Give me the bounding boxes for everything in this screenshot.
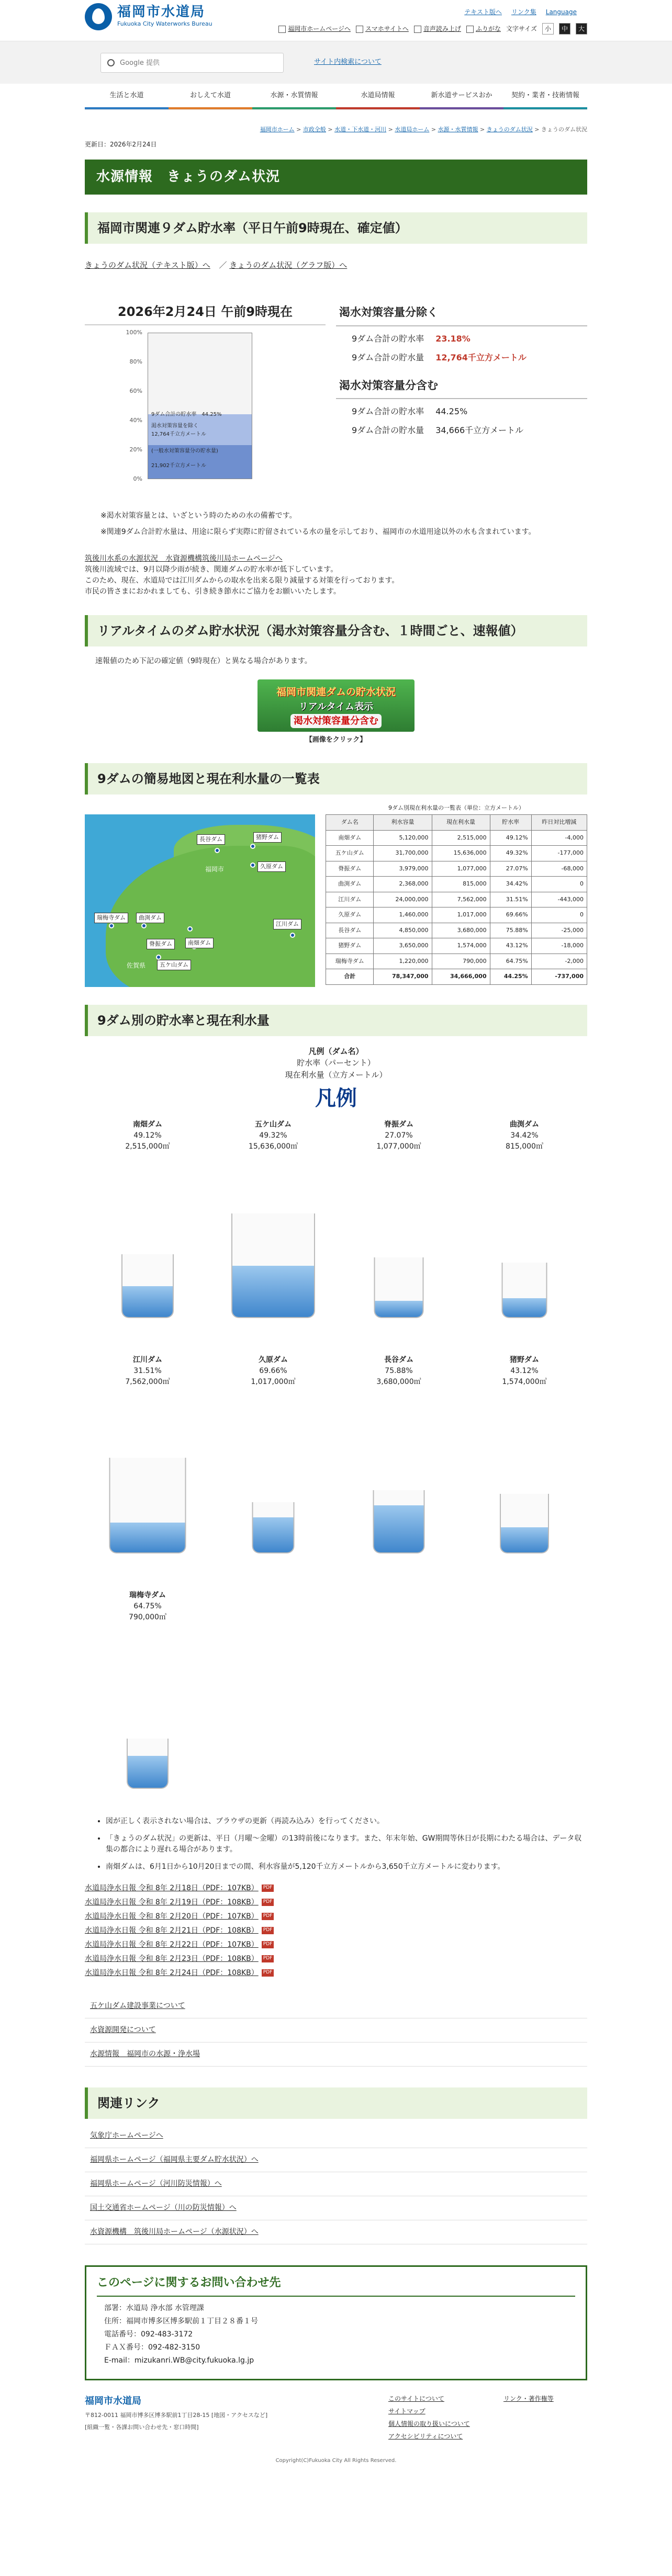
map-dam-label: 曲渕ダム [136, 913, 164, 924]
table-row: 南畑ダム 5,120,000 2,515,000 49.12% -4,000 [326, 830, 587, 846]
dam-marker-icon [290, 933, 295, 938]
related-links [85, 2087, 587, 2244]
search-help-link[interactable]: サイト内検索について [314, 58, 382, 66]
dam-rate: 69.66% [259, 1367, 287, 1375]
gnav-item-contract[interactable]: 契約・業者・技術情報 [503, 84, 587, 109]
map-label: 福岡市 [205, 865, 225, 873]
note-text: ※渇水対策容量とは、いざという時のための水の備蓄です。 [100, 512, 297, 520]
dam-marker-icon [250, 863, 255, 868]
site-footer [85, 2394, 587, 2441]
read-aloud-link[interactable]: 音声読み上げ [414, 24, 461, 33]
speaker-icon [414, 26, 421, 33]
bullet-item: • 「きょうのダム状況」の更新は、平日（月曜～金曜）の13時前後になります。また、年末年始、GW期間等休日が長期にわたる場合は、データ収集の都合により遅れる場合があります。 [106, 1833, 587, 1855]
water-glass-icon [121, 1254, 174, 1318]
site-header [0, 0, 672, 41]
dam-rate: 49.12% [133, 1131, 162, 1140]
column-header: 昨日対比増減 [531, 815, 587, 831]
dam-rate: 75.88% [385, 1367, 413, 1375]
banner-caption: 【画像をクリック】 [305, 736, 367, 744]
dam-name: 江川ダム [133, 1356, 162, 1364]
dam-rate: 34.42% [510, 1131, 539, 1140]
water-glass-icon [109, 1458, 186, 1553]
breadcrumb-item[interactable]: 福岡市ホーム [260, 126, 295, 133]
footer-link[interactable]: このサイトについて [388, 2395, 444, 2402]
scale-tick: 60% [129, 388, 142, 394]
daily-report-links [85, 1883, 587, 1979]
language-link[interactable]: Language [545, 8, 577, 16]
dam-status-summary [85, 302, 587, 490]
dam-cup-card [336, 1355, 462, 1574]
global-nav [85, 84, 587, 110]
daily-report-pdf-link[interactable]: 水道局浄水日報 令和 8年 2月24日（PDF：108KB） PDF [85, 1968, 587, 1979]
dam-marker-icon [215, 848, 220, 853]
legend-glass-label: 凡例 [315, 1086, 357, 1110]
graph-version-link[interactable]: きょうのダム状況（グラフ版）へ [229, 260, 348, 270]
stat-title: 渇水対策容量分含む [336, 376, 587, 400]
breadcrumb-item[interactable]: 水源・水質情報 [438, 126, 478, 133]
gnav-item-bureau[interactable]: 水道局情報 [336, 84, 420, 109]
daily-report-pdf-link[interactable]: 水道局浄水日報 令和 8年 2月21日（PDF：108KB） PDF [85, 1925, 587, 1936]
dam-amount: 790,000㎥ [129, 1613, 166, 1621]
table-row: 久原ダム 1,460,000 1,017,000 69.66% 0 [326, 907, 587, 923]
pdf-icon: PDF [262, 1955, 274, 1962]
water-level [503, 1298, 546, 1317]
related-heading: 関連リンク [85, 2087, 587, 2119]
dam-rate: 27.07% [385, 1131, 413, 1140]
contact-heading: このページに関するお問い合わせ先 [97, 2274, 575, 2297]
search-input[interactable] [120, 59, 266, 67]
stat-row-rate: 9ダム合計の貯水率 23.18% [352, 333, 471, 344]
gauge-scale [121, 329, 142, 482]
water-level [122, 1286, 173, 1317]
water-level [110, 1523, 185, 1552]
related-page-links [85, 1994, 587, 2067]
link-gokayama[interactable]: 五ケ山ダム建設事業について [85, 1994, 587, 2018]
contact-line: 住所：福岡市博多区博多駅前１丁目２８番１号 [104, 2317, 258, 2325]
related-link[interactable]: 福岡県ホームページ（河川防災情報）へ [85, 2172, 587, 2196]
dam-marker-icon [141, 923, 147, 928]
table-row: 脊振ダム 3,979,000 1,077,000 27.07% -68,000 [326, 861, 587, 877]
column-header: 利水容量 [374, 815, 432, 831]
dam-cup-card [210, 1355, 336, 1574]
table-row: 長谷ダム 4,850,000 3,680,000 75.88% -25,000 [326, 923, 587, 938]
copyright: Copyright(C)Fukuoka City All Rights Reserved. [275, 2458, 397, 2464]
pdf-icon: PDF [262, 1913, 274, 1920]
contact-email[interactable]: E-mail：mizukanri.WB@city.fukuoka.lg.jp [104, 2356, 254, 2365]
footer-hours-link[interactable]: [組織一覧・各課お問い合わせ先・窓口時間] [85, 2423, 199, 2431]
water-glass-icon [252, 1502, 295, 1553]
section-heading-per-dam: 9ダム別の貯水率と現在利水量 [85, 1005, 587, 1036]
contact-line: 部署：水道局 浄水部 水管理課 [104, 2304, 204, 2312]
dam-cup-card [85, 1355, 210, 1574]
water-glass-icon [127, 1739, 169, 1789]
link-water-source-info[interactable]: 水源情報 福岡市の水源・浄水場 [85, 2042, 587, 2067]
text-only-link[interactable]: テキスト版へ [464, 8, 502, 16]
smartphone-icon [356, 26, 363, 33]
dam-cup-card [336, 1119, 462, 1339]
dam-cups-grid [85, 1119, 587, 1810]
home-icon [278, 26, 286, 33]
table-row: 曲渕ダム 2,368,000 815,000 34.42% 0 [326, 877, 587, 892]
table-row: 五ケ山ダム 31,700,000 15,636,000 49.32% -177,000 [326, 846, 587, 861]
daily-report-pdf-link[interactable]: 水道局浄水日報 令和 8年 2月23日（PDF：108KB） PDF [85, 1954, 587, 1965]
cup-legend [0, 1046, 672, 1115]
link-collection-link[interactable]: リンク集 [511, 8, 536, 16]
updated-date: 更新日：2026年2月24日 [85, 140, 157, 148]
column-header: ダム名 [326, 815, 374, 831]
scale-tick: 0% [133, 475, 142, 482]
stat-row-amount: 9ダム合計の貯水量 12,764千立方メートル [352, 352, 527, 362]
pdf-icon: PDF [262, 1885, 274, 1892]
status-notes [85, 510, 587, 597]
table-caption: 9ダム別現在利水量の一覧表（単位：立方メートル） [388, 804, 524, 811]
dam-name: 南畑ダム [133, 1120, 162, 1129]
site-subtitle: Fukuoka City Waterworks Bureau [117, 20, 212, 28]
dam-rate: 49.32% [259, 1131, 287, 1140]
text-size-label: 文字サイズ [506, 25, 537, 32]
dam-rate: 31.51% [133, 1367, 162, 1375]
footer-logo[interactable]: 福岡市水道局 [85, 2396, 141, 2407]
water-glass-icon [373, 1490, 425, 1553]
text-size-large-button[interactable]: 大 [576, 23, 587, 35]
related-link[interactable]: 水資源機構 筑後川局ホームページ（水源状況）へ [85, 2220, 587, 2244]
footer-link[interactable]: 個人情報の取り扱いについて [388, 2420, 470, 2427]
section-heading-realtime: リアルタイムのダム貯水状況（渇水対策容量分含む、１時間ごと、速報値） [85, 615, 587, 646]
water-level [253, 1517, 294, 1552]
dam-map [85, 814, 315, 987]
text-version-link[interactable]: きょうのダム状況（テキスト版）へ [85, 260, 210, 270]
water-level [128, 1756, 167, 1788]
related-link[interactable]: 福岡県ホームページ（福岡県主要ダム貯水状況）へ [85, 2148, 587, 2172]
water-glass-icon [231, 1213, 315, 1318]
footer-link[interactable]: サイトマップ [388, 2408, 425, 2415]
water-level [232, 1266, 314, 1317]
dam-amount: 1,574,000㎥ [502, 1378, 547, 1386]
gauge-tank [148, 333, 252, 479]
column-header: 現在利水量 [432, 815, 490, 831]
scale-tick: 80% [129, 358, 142, 365]
smartphone-site-link[interactable]: スマホサイトへ [356, 24, 409, 33]
map-dam-label: 猪野ダム [253, 832, 282, 843]
city-home-link[interactable]: 福岡市ホームページへ [278, 24, 351, 33]
realtime-section [85, 656, 587, 745]
map-dam-label: 脊振ダム [147, 939, 175, 950]
dam-rate: 43.12% [510, 1367, 539, 1375]
footer-link[interactable]: リンク・著作権等 [503, 2395, 554, 2402]
dam-name: 脊振ダム [384, 1120, 413, 1129]
contact-line: ＦＡＸ番号：092-482-3150 [104, 2343, 200, 2352]
water-glass-icon [500, 1494, 549, 1553]
footer-address: 〒812-0011 福岡市博多区博多駅前1丁目28-15 [地図・アクセスなど] [85, 2412, 268, 2419]
water-glass-icon [502, 1263, 547, 1318]
dam-name: 五ケ山ダム [255, 1120, 292, 1129]
stat-box-excluded [336, 302, 587, 364]
pdf-icon: PDF [262, 1899, 274, 1906]
storage-gauge [121, 329, 294, 490]
search-area [0, 41, 672, 84]
scale-tick: 40% [129, 417, 142, 424]
dam-marker-icon [250, 844, 255, 849]
column-header: 貯水率 [490, 815, 531, 831]
map-dam-label: 南畑ダム [185, 938, 214, 949]
notice-text: 市民の皆さまにおかれましても、引き続き節水にご協力をお願いいたします。 [85, 587, 341, 596]
water-level [374, 1505, 424, 1552]
scale-tick: 100% [126, 329, 142, 336]
map-dam-label: 江川ダム [273, 919, 301, 930]
realtime-banner-button[interactable]: 福岡市関連ダムの貯水状況 リアルタイム表示 渇水対策容量分含む [257, 679, 415, 732]
table-row: 猪野ダム 3,650,000 1,574,000 43.12% -18,000 [326, 938, 587, 954]
dam-name: 長谷ダム [384, 1356, 413, 1364]
search-icon [107, 59, 115, 66]
pdf-icon: PDF [262, 1941, 274, 1948]
text-size-small-button[interactable]: 小 [542, 23, 554, 35]
notice-text: このため、現在、水道局では江川ダムからの取水を出来る限り減量する対策を行っております。 [85, 576, 399, 585]
water-glass-icon [374, 1257, 424, 1318]
footer-link[interactable]: アクセシビリティについて [388, 2433, 463, 2440]
status-gauge-panel [85, 302, 326, 490]
waterdrop-logo-icon [85, 3, 112, 30]
dam-marker-icon [109, 923, 114, 928]
breadcrumb-item[interactable]: 水道・下水道・河川 [334, 126, 387, 133]
dam-cup-card [210, 1119, 336, 1339]
breadcrumb-current: きょうのダム状況 [541, 126, 587, 133]
text-size-medium-button[interactable]: 中 [559, 23, 570, 35]
gauge-emergency-amount: 12,764千立方メートル [151, 432, 206, 437]
dam-amount: 815,000㎥ [506, 1142, 543, 1151]
legend-line: 現在利水量（立方メートル） [285, 1070, 387, 1080]
dam-cup-card [462, 1119, 587, 1339]
utility-bar [278, 23, 587, 35]
dam-marker-icon [156, 955, 161, 960]
site-title: 福岡市水道局 [117, 4, 206, 20]
dam-amount: 1,017,000㎥ [251, 1378, 296, 1386]
search-box [100, 53, 284, 73]
legend-line: 貯水率（パーセント） [297, 1058, 375, 1068]
site-logo[interactable] [85, 3, 212, 30]
table-header-row [326, 815, 587, 831]
gauge-total-amount: 21,902千立方メートル [151, 463, 206, 469]
breadcrumb-item[interactable]: 水道局ホーム [395, 126, 430, 133]
status-date: 2026年2月24日 午前9時現在 [85, 302, 326, 325]
related-link[interactable]: 気象庁ホームページへ [85, 2124, 587, 2148]
notice-text: 筑後川流域では、9月以降少雨が続き、関連ダムの貯水率が低下しています。 [85, 565, 338, 574]
dam-cup-card [85, 1119, 210, 1339]
dam-amount: 2,515,000㎥ [125, 1142, 170, 1151]
table-row: 江川ダム 24,000,000 7,562,000 31.51% -443,000 [326, 892, 587, 907]
table-row: 瑞梅寺ダム 1,220,000 790,000 64.75% -2,000 [326, 954, 587, 969]
section-heading-map: 9ダムの簡易地図と現在利水量の一覧表 [85, 763, 587, 795]
dam-amount: 1,077,000㎥ [376, 1142, 421, 1151]
map-and-table [85, 804, 587, 987]
link-water-resources[interactable]: 水資源開発について [85, 2018, 587, 2042]
pdf-icon: PDF [262, 1969, 274, 1977]
dam-amount: 15,636,000㎥ [248, 1142, 298, 1151]
water-level [375, 1301, 423, 1317]
dam-name: 瑞梅寺ダム [129, 1591, 166, 1599]
stat-row-amount: 9ダム合計の貯水量 34,666千立方メートル [352, 425, 524, 435]
status-values-panel [336, 302, 587, 490]
daily-report-pdf-link[interactable]: 水道局浄水日報 令和 8年 2月18日（PDF：107KB） PDF [85, 1883, 587, 1894]
realtime-note: 速報値のため下記の確定値（9時現在）と異なる場合があります。 [95, 657, 312, 665]
gnav-item-learn[interactable]: おしえて水道 [169, 84, 252, 109]
daily-report-pdf-link[interactable]: 水道局浄水日報 令和 8年 2月20日（PDF：107KB） PDF [85, 1911, 587, 1922]
daily-report-pdf-link[interactable]: 水道局浄水日報 令和 8年 2月22日（PDF：107KB） PDF [85, 1939, 587, 1950]
map-dam-label: 久原ダム [257, 861, 286, 872]
dam-name: 曲渕ダム [510, 1120, 539, 1129]
footer-links [388, 2394, 587, 2441]
chikugo-source-link[interactable]: 筑後川水系の水源状況 水資源機構筑後川局ホームページへ [85, 554, 283, 563]
dam-amount: 3,680,000㎥ [376, 1378, 421, 1386]
gnav-item-service[interactable]: 新水道サービスおか [420, 84, 503, 109]
dam-marker-icon [187, 926, 193, 932]
map-label: 佐賀県 [127, 961, 146, 969]
scale-tick: 20% [129, 446, 142, 453]
gauge-rate-label: 9ダム合計の貯水率 44.25% [151, 412, 222, 417]
utility-links-top [464, 7, 577, 17]
gauge-emergency-label: 渇水対策容量を除く [151, 423, 198, 429]
dam-rate: 64.75% [133, 1602, 162, 1610]
furigana-icon [466, 26, 474, 33]
daily-report-pdf-link[interactable]: 水道局浄水日報 令和 8年 2月19日（PDF：108KB） PDF [85, 1897, 587, 1908]
map-dam-label: 五ケ山ダム [157, 960, 191, 971]
dam-cup-card [85, 1590, 210, 1810]
legend-title: 凡例（ダム名） [308, 1046, 364, 1056]
breadcrumb-item[interactable]: 市政全般 [303, 126, 326, 133]
gnav-item-water-source[interactable]: 水源・水質情報 [252, 84, 336, 109]
bullet-item: • 南畑ダムは、6月1日から10月20日までの間、利水容量が5,120千立方メートルから3,650千立方メートルに変わります。 [106, 1862, 587, 1873]
bullet-item: • 図が正しく表示されない場合は、ブラウザの更新（再読み込み）を行ってください。 [106, 1816, 587, 1827]
note-text: ※関連9ダム合計貯水量は、用途に限らず実際に貯留されている水の量を示しており、福岡市の水道用途以外の水も含まれています。 [100, 528, 536, 536]
dam-name: 猪野ダム [510, 1356, 539, 1364]
map-dam-label: 長谷ダム [197, 834, 225, 845]
gnav-item-life[interactable]: 生活と水道 [85, 84, 169, 109]
stat-title: 渇水対策容量分除く [336, 302, 587, 326]
gauge-total-note: (一般水対策容量分の貯水量) [151, 448, 218, 454]
view-links: きょうのダム状況（テキスト版）へ ／ きょうのダム状況（グラフ版）へ [85, 260, 348, 270]
page-title: 水源情報 きょうのダム状況 [85, 160, 587, 195]
related-link[interactable]: 国土交通省ホームページ（川の防災情報）へ [85, 2196, 587, 2220]
breadcrumb-item[interactable]: きょうのダム状況 [486, 126, 533, 133]
dam-amount: 7,562,000㎥ [125, 1378, 170, 1386]
dam-name: 久原ダム [259, 1356, 288, 1364]
section-heading-dam-rate: 福岡市関連９ダム貯水率（平日午前9時現在、確定値） [85, 212, 587, 244]
contact-box [85, 2265, 587, 2380]
stat-box-included [336, 376, 587, 437]
pdf-icon: PDF [262, 1927, 274, 1934]
breadcrumb: 福岡市ホーム > 市政全般 > 水道・下水道・河川 > 水道局ホーム > 水源・水質情報 > きょうのダム状況 > きょうのダム状況 [260, 126, 587, 133]
dam-cup-card [462, 1355, 587, 1574]
contact-line: 電話番号：092-483-3172 [104, 2330, 193, 2339]
water-level [501, 1527, 548, 1552]
stat-row-rate: 9ダム合計の貯水率 44.25% [352, 406, 468, 416]
furigana-link[interactable]: ふりがな [466, 24, 501, 33]
table-total-row: 合計 78,347,000 34,666,000 44.25% -737,000 [326, 969, 587, 985]
info-bullets [85, 1816, 587, 1873]
map-dam-label: 瑞梅寺ダム [94, 913, 128, 924]
dam-volume-table [326, 804, 587, 987]
